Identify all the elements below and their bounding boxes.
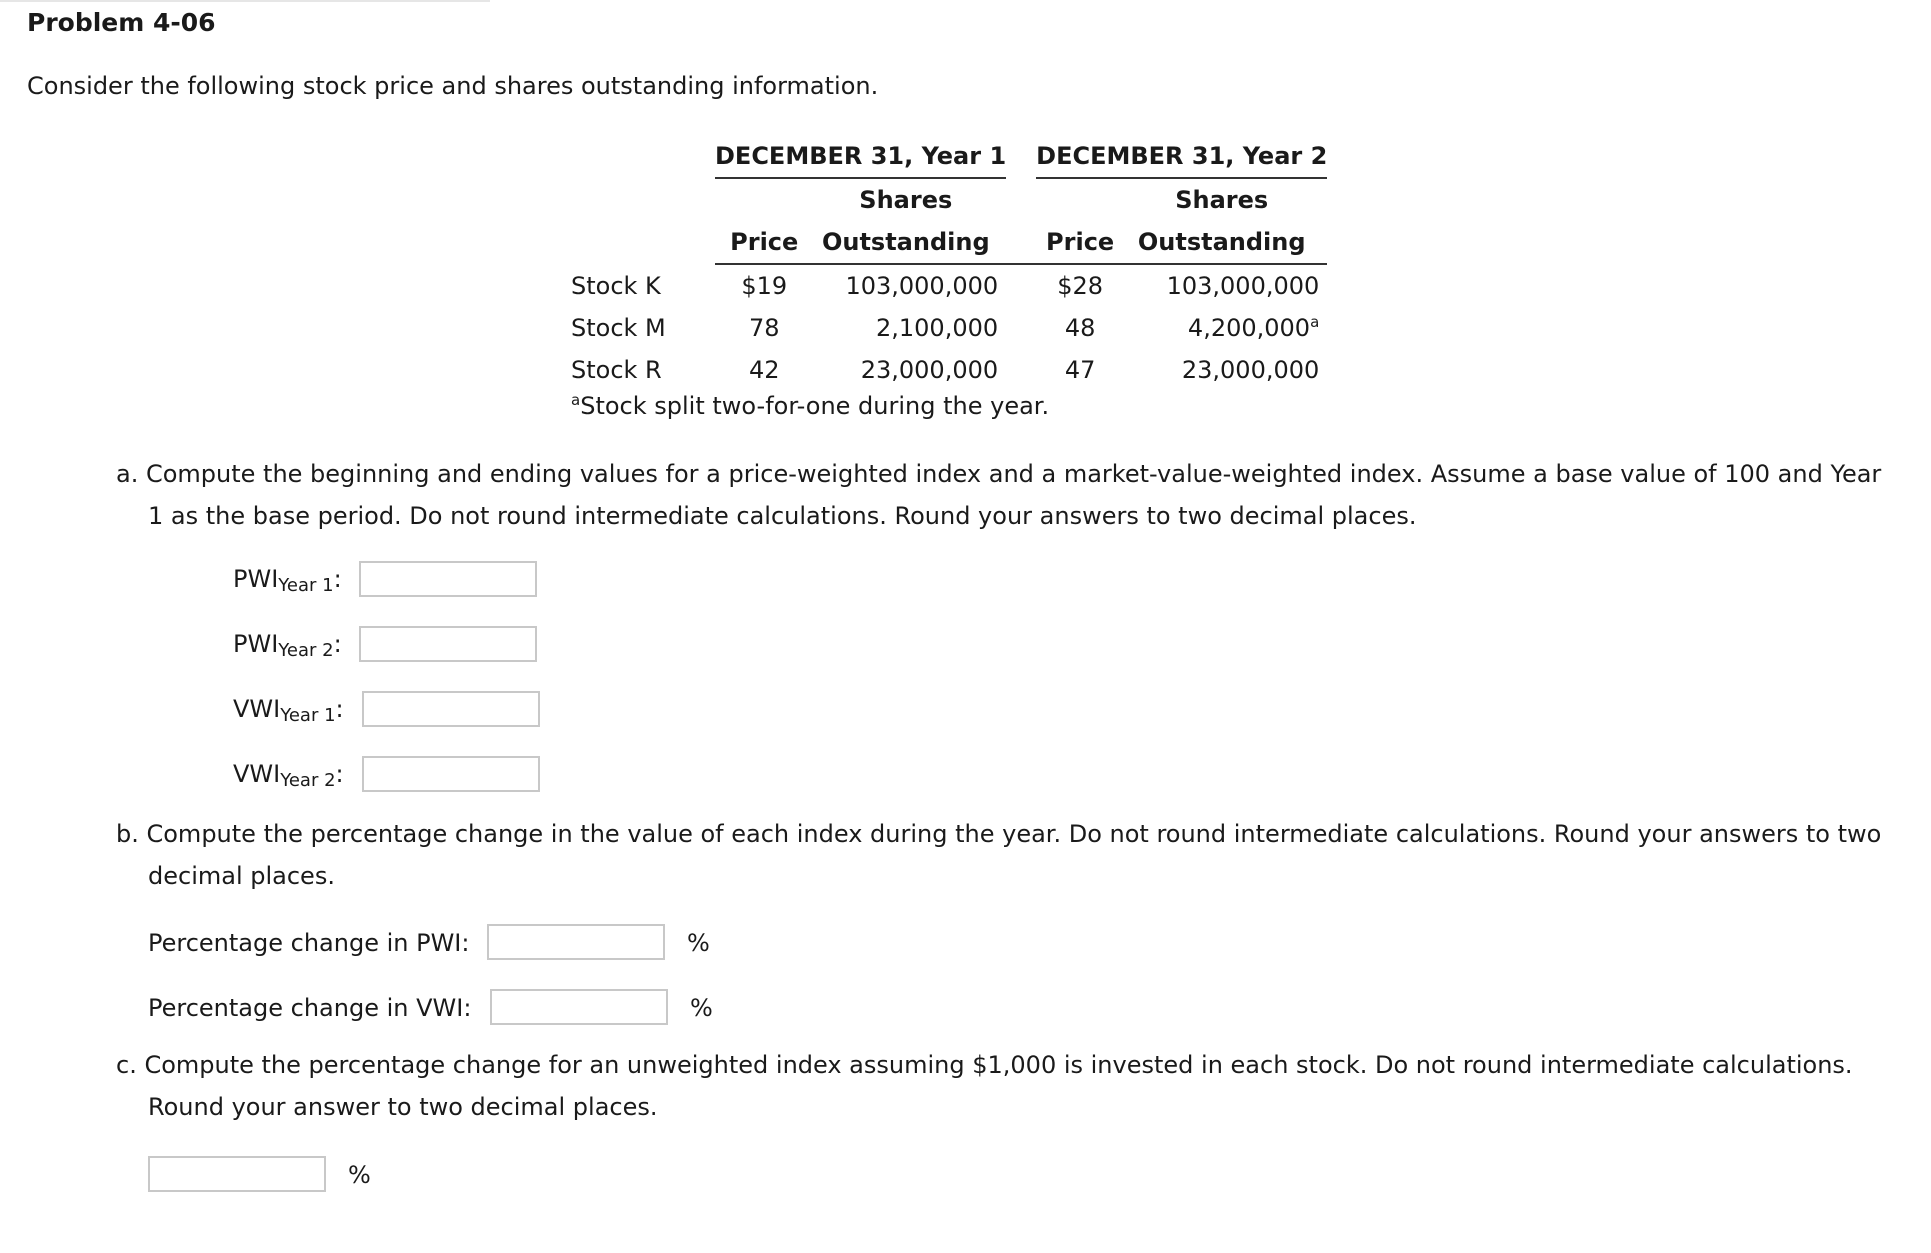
pwi-year1-input[interactable] bbox=[359, 561, 537, 597]
year2-shares-header: Shares bbox=[1175, 186, 1269, 214]
footnote-mark: a bbox=[571, 391, 581, 409]
table-row bbox=[571, 264, 1327, 307]
part-b-question-line1: b. Compute the percentage change in the value of each index during the year. Do not round intermediate calculations. Round your answers to two bbox=[116, 820, 1882, 848]
row-label: Stock R bbox=[571, 356, 662, 384]
year1-price-header: Price bbox=[715, 221, 813, 264]
part-c-question-line1: c. Compute the percentage change for an unweighted index assuming $1,000 is invested in each stock. Do not round intermediate calculations. bbox=[116, 1051, 1853, 1079]
pwi-year2-input[interactable] bbox=[359, 626, 537, 662]
pwi-percent-unit: % bbox=[687, 929, 710, 957]
year1-outstanding-header: Outstanding bbox=[813, 221, 1006, 264]
year1-group-header: DECEMBER 31, Year 1 bbox=[715, 135, 1006, 178]
year2-group-header: DECEMBER 31, Year 2 bbox=[1036, 135, 1327, 178]
part-c-question-line2: Round your answer to two decimal places. bbox=[148, 1093, 658, 1121]
year2-price: $28 bbox=[1057, 272, 1104, 300]
vwi-year2-input[interactable] bbox=[362, 756, 540, 792]
pwi-change-label: Percentage change in PWI: bbox=[148, 929, 470, 957]
vwi-change-input[interactable] bbox=[490, 989, 668, 1025]
footnote-text: Stock split two-for-one during the year. bbox=[580, 392, 1050, 420]
year2-shares: 103,000,000 bbox=[1166, 272, 1320, 300]
vwi-year1-label: $VWI_{Year 1}$: bbox=[233, 695, 344, 726]
year1-shares: 2,100,000 bbox=[875, 314, 999, 342]
year2-price: 48 bbox=[1064, 314, 1096, 342]
pwi-year2-label: $PWI_{Year 2}$: bbox=[233, 630, 342, 661]
year1-shares: 103,000,000 bbox=[845, 272, 999, 300]
year1-shares-header: Shares bbox=[859, 186, 953, 214]
year2-outstanding-header: Outstanding bbox=[1124, 221, 1327, 264]
table-row bbox=[571, 349, 1327, 391]
table-footnote bbox=[571, 392, 1049, 420]
unweighted-percent-unit: % bbox=[348, 1161, 371, 1189]
year2-price: 47 bbox=[1064, 356, 1096, 384]
year1-price: 78 bbox=[748, 314, 780, 342]
footnote-marker: a bbox=[1310, 313, 1320, 331]
year1-price: $19 bbox=[741, 272, 788, 300]
year2-shares: 23,000,000 bbox=[1181, 356, 1320, 384]
year1-price: 42 bbox=[748, 356, 780, 384]
row-label: Stock M bbox=[571, 314, 666, 342]
part-b-question-line2: decimal places. bbox=[148, 862, 335, 890]
year2-shares-value: 4,200,000 bbox=[1187, 314, 1311, 342]
vwi-change-label: Percentage change in VWI: bbox=[148, 994, 472, 1022]
year2-shares bbox=[1124, 307, 1327, 349]
pwi-change-input[interactable] bbox=[487, 924, 665, 960]
year1-shares: 23,000,000 bbox=[860, 356, 999, 384]
part-a-question-line1: a. Compute the beginning and ending values for a price-weighted index and a market-value-weighted index. Assume a base value of 100 and Year bbox=[116, 460, 1882, 488]
year2-price-header: Price bbox=[1036, 221, 1124, 264]
problem-intro: Consider the following stock price and shares outstanding information. bbox=[27, 72, 879, 100]
stock-table bbox=[571, 135, 1327, 391]
problem-title: Problem 4-06 bbox=[27, 8, 216, 37]
top-divider bbox=[0, 0, 490, 2]
vwi-year2-label: $VWI_{Year 2}$: bbox=[233, 760, 344, 791]
vwi-percent-unit: % bbox=[690, 994, 713, 1022]
table-row bbox=[571, 307, 1327, 349]
row-label: Stock K bbox=[571, 271, 661, 300]
unweighted-change-input[interactable] bbox=[148, 1156, 326, 1192]
part-a-question-line2: 1 as the base period. Do not round intermediate calculations. Round your answers to two decimal places. bbox=[148, 502, 1417, 530]
vwi-year1-input[interactable] bbox=[362, 691, 540, 727]
pwi-year1-label: $PWI_{Year 1}$: bbox=[233, 565, 342, 596]
